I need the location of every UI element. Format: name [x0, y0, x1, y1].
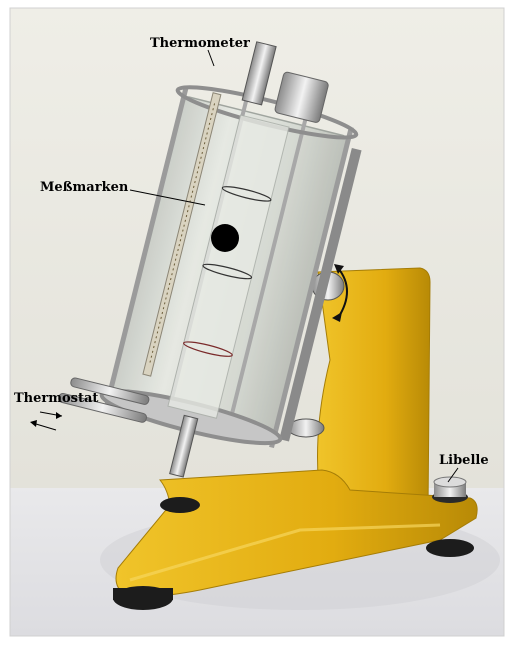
label-libelle: Libelle [439, 453, 489, 468]
ball [211, 224, 239, 252]
label-thermostat: Thermostat [14, 391, 99, 406]
label-thermometer: Thermometer [150, 36, 250, 51]
foot-right [426, 539, 474, 557]
foot-back [160, 497, 200, 513]
label-messmarken: Meßmarken [40, 180, 129, 195]
foot-front-body [113, 588, 173, 600]
